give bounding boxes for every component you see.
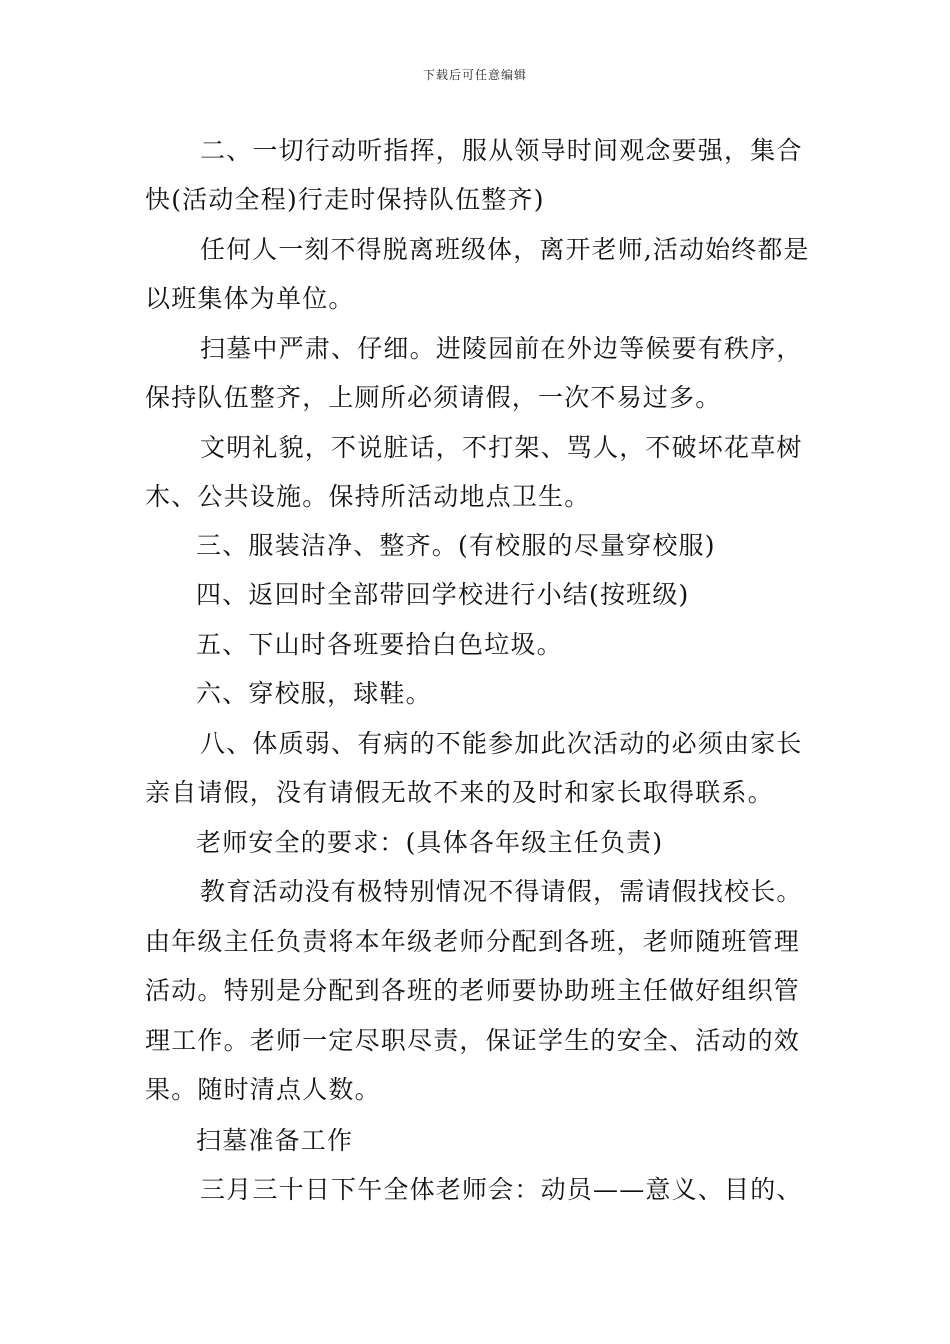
text-line: 亲自请假，没有请假无故不来的及时和家长取得联系。	[145, 778, 774, 807]
text-line: 快(活动全程)行走时保持队伍整齐)	[145, 185, 545, 214]
text-line: 老师安全的要求：(具体各年级主任负责)	[196, 828, 664, 857]
text-line: 木、公共设施。保持所活动地点卫生。	[145, 482, 591, 511]
text-line: 任何人一刻不得脱离班级体，离开老师,活动始终都是	[200, 235, 810, 264]
page-header: 下载后可任意编辑	[422, 68, 527, 82]
text-line: 以班集体为单位。	[145, 284, 355, 313]
text-line: 活动。特别是分配到各班的老师要协助班主任做好组织管	[145, 976, 801, 1005]
text-line: 保持队伍整齐，上厕所必须请假，一次不易过多。	[145, 383, 722, 412]
text-line: 三月三十日下午全体老师会：动员——意义、目的、	[200, 1175, 803, 1204]
text-line: 二、一切行动听指挥，服从领导时间观念要强，集合	[200, 136, 803, 165]
text-line: 六、穿校服，球鞋。	[196, 679, 432, 708]
text-line: 文明礼貌，不说脏话，不打架、骂人，不破坏花草树	[200, 433, 803, 462]
text-line: 果。随时清点人数。	[145, 1075, 381, 1104]
text-line: 由年级主任负责将本年级老师分配到各班，老师随班管理	[145, 927, 801, 956]
text-line: 四、返回时全部带回学校进行小结(按班级)	[196, 580, 690, 609]
text-line: 扫墓中严肃、仔细。进陵园前在外边等候要有秩序，	[200, 334, 803, 363]
text-line: 三、服装洁净、整齐。(有校服的尽量穿校服)	[196, 531, 716, 560]
text-line: 八、体质弱、有病的不能参加此次活动的必须由家长	[200, 729, 803, 758]
text-line: 五、下山时各班要拾白色垃圾。	[196, 630, 563, 659]
text-line: 理工作。老师一定尽职尽责，保证学生的安全、活动的效	[145, 1026, 801, 1055]
text-line: 教育活动没有极特别情况不得请假，需请假找校长。	[200, 877, 803, 906]
text-line: 扫墓准备工作	[196, 1126, 354, 1155]
